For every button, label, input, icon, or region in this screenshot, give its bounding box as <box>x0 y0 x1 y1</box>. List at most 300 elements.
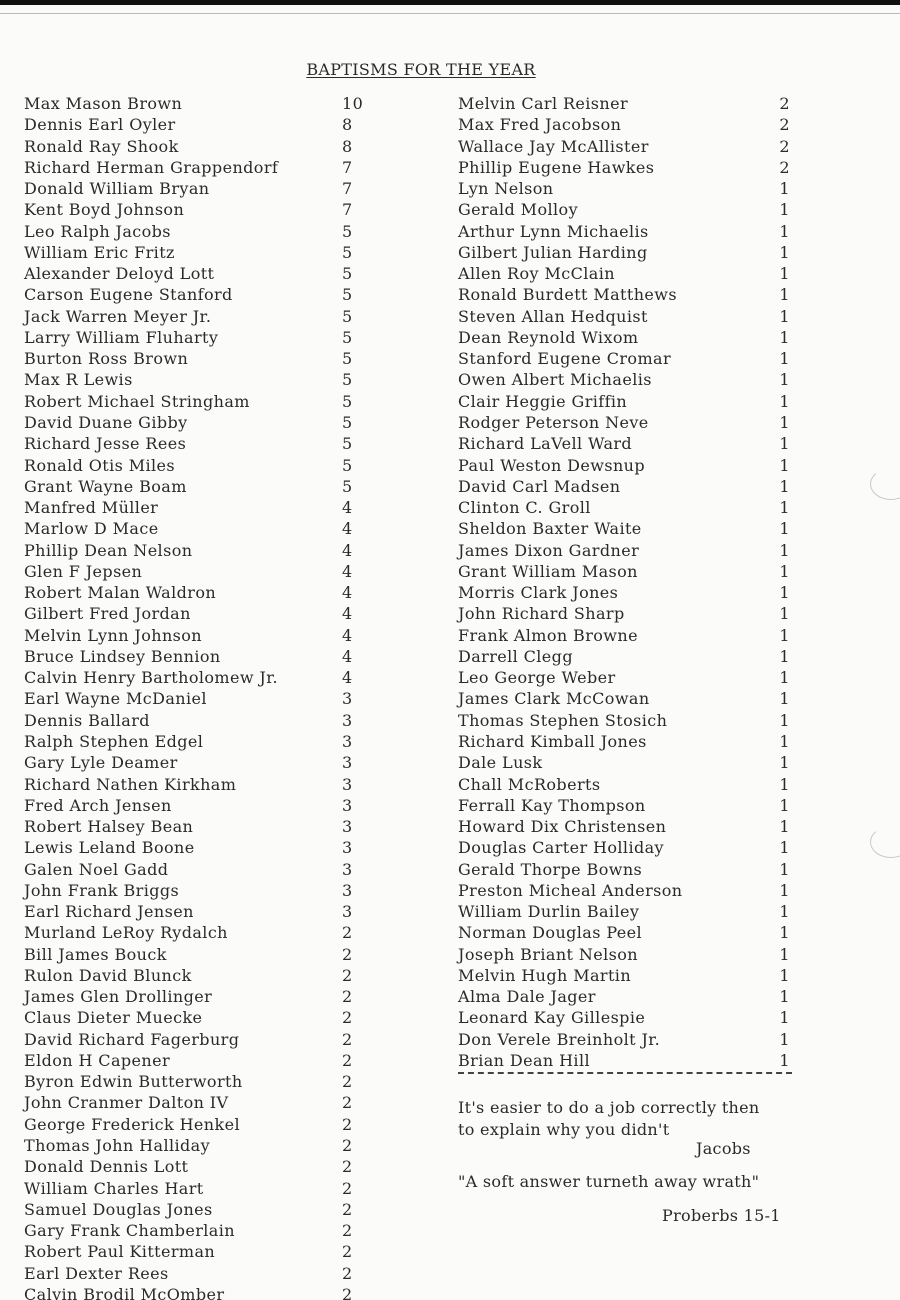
baptism-count: 2 <box>342 1178 353 1198</box>
list-item <box>24 178 364 199</box>
baptism-name: Jack Warren Meyer Jr. <box>24 306 212 326</box>
baptism-count: 2 <box>342 1242 353 1262</box>
baptism-name: Byron Edwin Butterworth <box>24 1072 243 1092</box>
baptism-count: 5 <box>342 285 353 305</box>
list-item <box>24 965 364 986</box>
list-item <box>458 114 800 135</box>
list-item <box>458 688 800 709</box>
top-border <box>0 0 900 5</box>
list-item <box>24 1199 364 1220</box>
list-item <box>458 1007 800 1028</box>
list-item <box>24 731 364 752</box>
baptism-count: 1 <box>779 370 790 390</box>
baptism-count: 3 <box>342 795 353 815</box>
baptism-name: Brian Dean Hill <box>458 1050 590 1070</box>
list-item <box>24 1114 364 1135</box>
baptism-count: 8 <box>342 115 353 135</box>
list-item <box>24 348 364 369</box>
list-item <box>24 880 364 901</box>
baptism-count: 3 <box>342 689 353 709</box>
baptism-name: Alma Dale Jager <box>458 987 596 1007</box>
baptism-name: David Richard Fagerburg <box>24 1029 240 1049</box>
dashed-divider <box>458 1072 792 1074</box>
list-item <box>458 497 800 518</box>
list-item <box>24 1050 364 1071</box>
list-item <box>24 603 364 624</box>
baptism-name: Larry William Fluharty <box>24 327 219 347</box>
baptism-name: Paul Weston Dewsnup <box>458 455 646 475</box>
list-item <box>24 157 364 178</box>
list-item <box>24 263 364 284</box>
baptism-name: Owen Albert Michaelis <box>458 370 652 390</box>
quote-proverbs: "A soft answer turneth away wrath" <box>458 1172 760 1191</box>
baptism-count: 5 <box>342 264 353 284</box>
list-item <box>24 1220 364 1241</box>
baptism-count: 1 <box>779 753 790 773</box>
list-item <box>24 1156 364 1177</box>
baptism-count: 2 <box>342 987 353 1007</box>
list-item <box>458 752 800 773</box>
baptism-count: 5 <box>342 412 353 432</box>
list-item <box>24 710 364 731</box>
list-item <box>458 93 800 114</box>
list-item <box>24 859 364 880</box>
baptism-count: 3 <box>342 710 353 730</box>
baptism-name: John Richard Sharp <box>458 604 625 624</box>
list-item <box>458 837 800 858</box>
baptism-count: 5 <box>342 476 353 496</box>
baptism-count: 1 <box>779 455 790 475</box>
baptism-count: 4 <box>342 561 353 581</box>
baptism-count: 2 <box>342 1221 353 1241</box>
baptism-count: 1 <box>779 306 790 326</box>
list-item <box>458 540 800 561</box>
list-item <box>458 922 800 943</box>
baptism-name: Bruce Lindsey Bennion <box>24 646 221 666</box>
baptism-name: George Frederick Henkel <box>24 1114 240 1134</box>
baptism-count: 1 <box>779 200 790 220</box>
list-item <box>24 1029 364 1050</box>
list-item <box>24 922 364 943</box>
baptism-name: Phillip Dean Nelson <box>24 540 193 560</box>
baptism-name: Dean Reynold Wixom <box>458 327 639 347</box>
baptism-count: 8 <box>342 136 353 156</box>
baptism-name: Leo Ralph Jacobs <box>24 221 171 241</box>
baptism-count: 4 <box>342 498 353 518</box>
baptism-name: Richard Herman Grappendorf <box>24 157 279 177</box>
list-item <box>458 986 800 1007</box>
list-item <box>458 582 800 603</box>
list-item <box>24 540 364 561</box>
baptism-name: Robert Malan Waldron <box>24 583 217 603</box>
baptism-name: Dennis Ballard <box>24 710 150 730</box>
quote-proverbs-attribution: Proberbs 15-1 <box>662 1206 781 1225</box>
baptism-name: Earl Dexter Rees <box>24 1263 169 1283</box>
baptism-count: 1 <box>779 668 790 688</box>
list-item <box>458 816 800 837</box>
list-item <box>24 688 364 709</box>
left-name-list <box>24 93 364 1300</box>
baptism-name: Richard Jesse Rees <box>24 434 187 454</box>
list-item <box>24 561 364 582</box>
page-title: BAPTISMS FOR THE YEAR <box>306 60 536 79</box>
list-item <box>24 1135 364 1156</box>
baptism-count: 2 <box>342 1284 353 1300</box>
baptism-count: 1 <box>779 1050 790 1070</box>
baptism-count: 3 <box>342 838 353 858</box>
list-item <box>24 221 364 242</box>
baptism-name: Robert Michael Stringham <box>24 391 250 411</box>
baptism-count: 10 <box>342 94 364 113</box>
baptism-name: Robert Paul Kitterman <box>24 1242 216 1262</box>
list-item <box>24 114 364 135</box>
baptism-count: 1 <box>779 561 790 581</box>
list-item <box>24 391 364 412</box>
baptism-name: Wallace Jay McAllister <box>458 136 649 156</box>
baptism-count: 1 <box>779 774 790 794</box>
baptism-count: 1 <box>779 285 790 305</box>
list-item <box>24 795 364 816</box>
baptism-count: 1 <box>779 179 790 199</box>
list-item <box>24 1007 364 1028</box>
baptism-count: 3 <box>342 753 353 773</box>
baptism-count: 1 <box>779 1008 790 1028</box>
baptism-count: 2 <box>342 1072 353 1092</box>
list-item <box>458 455 800 476</box>
list-item <box>458 476 800 497</box>
baptism-name: Gary Lyle Deamer <box>24 753 178 773</box>
baptism-count: 1 <box>779 965 790 985</box>
baptism-name: William Eric Fritz <box>24 242 175 262</box>
baptism-name: Max Fred Jacobson <box>458 115 622 135</box>
baptism-count: 5 <box>342 242 353 262</box>
list-item <box>458 284 800 305</box>
list-item <box>24 1263 364 1284</box>
baptism-count: 1 <box>779 987 790 1007</box>
baptism-count: 3 <box>342 880 353 900</box>
baptism-count: 2 <box>342 1157 353 1177</box>
baptism-name: Samuel Douglas Jones <box>24 1199 213 1219</box>
list-item <box>458 412 800 433</box>
list-item <box>24 667 364 688</box>
baptism-name: Carson Eugene Stanford <box>24 285 233 305</box>
baptism-name: Howard Dix Christensen <box>458 817 667 837</box>
baptism-count: 1 <box>779 476 790 496</box>
baptism-count: 2 <box>779 136 790 156</box>
baptism-count: 4 <box>342 540 353 560</box>
baptism-name: Melvin Lynn Johnson <box>24 625 202 645</box>
list-item <box>458 1029 800 1050</box>
baptism-name: Lyn Nelson <box>458 179 554 199</box>
baptism-count: 1 <box>779 264 790 284</box>
baptism-count: 3 <box>342 731 353 751</box>
baptism-count: 5 <box>342 455 353 475</box>
baptism-name: Glen F Jepsen <box>24 561 143 581</box>
baptism-count: 2 <box>342 1136 353 1156</box>
baptism-name: Darrell Clegg <box>458 646 573 666</box>
baptism-count: 7 <box>342 179 353 199</box>
baptism-name: Burton Ross Brown <box>24 349 189 369</box>
list-item <box>24 625 364 646</box>
quote-jacobs-line2: to explain why you didn't <box>458 1120 670 1139</box>
baptism-count: 1 <box>779 689 790 709</box>
list-item <box>24 646 364 667</box>
list-item <box>458 965 800 986</box>
baptism-name: Richard LaVell Ward <box>458 434 633 454</box>
baptism-name: Gilbert Fred Jordan <box>24 604 191 624</box>
quote-jacobs-line1: It's easier to do a job correctly then <box>458 1098 760 1117</box>
baptism-count: 5 <box>342 221 353 241</box>
baptism-name: William Durlin Bailey <box>458 902 640 922</box>
baptism-name: Ferrall Kay Thompson <box>458 795 646 815</box>
baptism-name: William Charles Hart <box>24 1178 204 1198</box>
baptism-count: 2 <box>342 1029 353 1049</box>
list-item <box>24 752 364 773</box>
baptism-name: Manfred Müller <box>24 498 159 518</box>
baptism-name: Norman Douglas Peel <box>458 923 643 943</box>
baptism-count: 1 <box>779 646 790 666</box>
baptism-count: 1 <box>779 519 790 539</box>
baptism-name: Rulon David Blunck <box>24 965 192 985</box>
baptism-name: Allen Roy McClain <box>458 264 615 284</box>
baptism-count: 4 <box>342 583 353 603</box>
baptism-count: 4 <box>342 625 353 645</box>
list-item <box>458 901 800 922</box>
list-item <box>458 391 800 412</box>
list-item <box>24 242 364 263</box>
baptism-count: 2 <box>342 923 353 943</box>
baptism-name: John Frank Briggs <box>24 880 180 900</box>
list-item <box>24 455 364 476</box>
list-item <box>458 646 800 667</box>
list-item <box>458 880 800 901</box>
list-item <box>24 412 364 433</box>
list-item <box>24 1092 364 1113</box>
list-item <box>24 774 364 795</box>
baptism-count: 1 <box>779 604 790 624</box>
list-item <box>24 582 364 603</box>
baptism-name: Grant Wayne Boam <box>24 476 187 496</box>
list-item <box>458 199 800 220</box>
list-item <box>458 136 800 157</box>
baptism-name: John Cranmer Dalton IV <box>24 1093 229 1113</box>
baptism-count: 1 <box>779 625 790 645</box>
baptism-name: Lewis Leland Boone <box>24 838 195 858</box>
baptism-count: 5 <box>342 391 353 411</box>
list-item <box>458 731 800 752</box>
baptism-count: 1 <box>779 242 790 262</box>
baptism-count: 1 <box>779 902 790 922</box>
baptism-count: 2 <box>342 965 353 985</box>
baptism-name: Ralph Stephen Edgel <box>24 731 204 751</box>
baptism-count: 3 <box>342 902 353 922</box>
baptism-name: Dale Lusk <box>458 753 543 773</box>
baptism-count: 5 <box>342 306 353 326</box>
list-item <box>24 816 364 837</box>
list-item <box>458 263 800 284</box>
hole-punch-mark <box>870 826 900 858</box>
baptism-name: Gary Frank Chamberlain <box>24 1221 235 1241</box>
baptism-count: 1 <box>779 583 790 603</box>
list-item <box>24 518 364 539</box>
baptism-count: 1 <box>779 838 790 858</box>
baptism-count: 7 <box>342 200 353 220</box>
baptism-count: 3 <box>342 774 353 794</box>
quote-jacobs <box>458 1097 818 1141</box>
list-item <box>24 1284 364 1300</box>
baptism-count: 2 <box>342 944 353 964</box>
list-item <box>24 1071 364 1092</box>
baptism-count: 1 <box>779 859 790 879</box>
list-item <box>24 327 364 348</box>
baptism-name: Sheldon Baxter Waite <box>458 519 642 539</box>
list-item <box>458 859 800 880</box>
baptism-count: 5 <box>342 327 353 347</box>
list-item <box>24 837 364 858</box>
list-item <box>24 433 364 454</box>
baptism-name: Chall McRoberts <box>458 774 601 794</box>
baptism-name: Gerald Thorpe Bowns <box>458 859 643 879</box>
baptism-name: Preston Micheal Anderson <box>458 880 683 900</box>
baptism-count: 1 <box>779 1029 790 1049</box>
list-item <box>24 93 364 114</box>
baptism-count: 7 <box>342 157 353 177</box>
baptism-name: Donald Dennis Lott <box>24 1157 189 1177</box>
baptism-count: 2 <box>342 1114 353 1134</box>
baptism-name: Morris Clark Jones <box>458 583 619 603</box>
baptism-name: Gilbert Julian Harding <box>458 242 648 262</box>
list-item <box>458 625 800 646</box>
baptism-name: Ronald Otis Miles <box>24 455 176 475</box>
baptism-name: Leonard Kay Gillespie <box>458 1008 646 1028</box>
baptism-count: 2 <box>342 1093 353 1113</box>
baptism-count: 4 <box>342 668 353 688</box>
baptism-name: David Duane Gibby <box>24 412 188 432</box>
baptism-name: Eldon H Capener <box>24 1050 171 1070</box>
list-item <box>458 561 800 582</box>
baptism-name: Arthur Lynn Michaelis <box>458 221 649 241</box>
list-item <box>458 603 800 624</box>
list-item <box>458 178 800 199</box>
baptism-count: 1 <box>779 944 790 964</box>
list-item <box>24 1241 364 1262</box>
list-item <box>458 518 800 539</box>
baptism-count: 5 <box>342 370 353 390</box>
baptism-count: 1 <box>779 327 790 347</box>
baptism-name: Frank Almon Browne <box>458 625 638 645</box>
baptism-name: Rodger Peterson Neve <box>458 412 649 432</box>
list-item <box>24 901 364 922</box>
baptism-count: 3 <box>342 817 353 837</box>
list-item <box>24 199 364 220</box>
baptism-name: Richard Kimball Jones <box>458 731 647 751</box>
baptism-count: 1 <box>779 540 790 560</box>
list-item <box>458 348 800 369</box>
baptism-name: Bill James Bouck <box>24 944 167 964</box>
baptism-name: Dennis Earl Oyler <box>24 115 176 135</box>
baptism-name: Phillip Eugene Hawkes <box>458 157 655 177</box>
baptism-count: 2 <box>779 94 790 113</box>
baptism-count: 2 <box>342 1199 353 1219</box>
baptism-name: Melvin Hugh Martin <box>458 965 632 985</box>
list-item <box>458 944 800 965</box>
baptism-count: 2 <box>342 1008 353 1028</box>
baptism-name: Melvin Carl Reisner <box>458 94 629 113</box>
baptism-name: Max R Lewis <box>24 370 133 390</box>
list-item <box>458 795 800 816</box>
baptism-count: 5 <box>342 349 353 369</box>
baptism-name: David Carl Madsen <box>458 476 621 496</box>
baptism-name: Joseph Briant Nelson <box>458 944 638 964</box>
baptism-count: 4 <box>342 646 353 666</box>
list-item <box>24 476 364 497</box>
hole-punch-mark <box>870 468 900 500</box>
baptism-name: Thomas Stephen Stosich <box>458 710 668 730</box>
baptism-count: 4 <box>342 519 353 539</box>
list-item <box>458 667 800 688</box>
baptism-count: 4 <box>342 604 353 624</box>
baptism-name: Murland LeRoy Rydalch <box>24 923 228 943</box>
list-item <box>24 306 364 327</box>
baptism-name: Ronald Burdett Matthews <box>458 285 677 305</box>
list-item <box>458 369 800 390</box>
baptism-name: Grant William Mason <box>458 561 638 581</box>
list-item <box>458 242 800 263</box>
baptism-name: Clair Heggie Griffin <box>458 391 628 411</box>
baptism-name: Marlow D Mace <box>24 519 159 539</box>
baptism-count: 1 <box>779 498 790 518</box>
baptism-count: 2 <box>779 157 790 177</box>
baptism-name: Calvin Brodil McOmber <box>24 1284 225 1300</box>
list-item <box>458 1050 800 1071</box>
baptism-name: Donald William Bryan <box>24 179 210 199</box>
baptism-name: Ronald Ray Shook <box>24 136 179 156</box>
list-item <box>458 710 800 731</box>
list-item <box>458 157 800 178</box>
baptism-name: Douglas Carter Holliday <box>458 838 664 858</box>
baptism-name: Galen Noel Gadd <box>24 859 169 879</box>
baptism-name: Robert Halsey Bean <box>24 817 194 837</box>
baptism-name: Earl Wayne McDaniel <box>24 689 207 709</box>
baptism-name: James Dixon Gardner <box>458 540 640 560</box>
baptism-name: Max Mason Brown <box>24 94 183 113</box>
baptism-count: 5 <box>342 434 353 454</box>
baptism-name: Thomas John Halliday <box>24 1136 211 1156</box>
baptism-count: 1 <box>779 391 790 411</box>
list-item <box>458 327 800 348</box>
baptism-count: 1 <box>779 412 790 432</box>
baptism-name: Calvin Henry Bartholomew Jr. <box>24 668 279 688</box>
list-item <box>24 944 364 965</box>
baptism-count: 1 <box>779 880 790 900</box>
baptism-count: 1 <box>779 795 790 815</box>
list-item <box>24 497 364 518</box>
list-item <box>24 136 364 157</box>
baptism-name: Steven Allan Hedquist <box>458 306 648 326</box>
baptism-count: 1 <box>779 731 790 751</box>
baptism-count: 1 <box>779 710 790 730</box>
baptism-count: 1 <box>779 923 790 943</box>
baptism-name: James Clark McCowan <box>458 689 650 709</box>
quote-jacobs-attribution: Jacobs <box>696 1139 751 1158</box>
right-name-list <box>458 93 800 1071</box>
baptism-name: Claus Dieter Muecke <box>24 1008 203 1028</box>
list-item <box>458 433 800 454</box>
list-item <box>458 774 800 795</box>
baptism-name: Leo George Weber <box>458 668 616 688</box>
list-item <box>24 284 364 305</box>
list-item <box>24 1178 364 1199</box>
